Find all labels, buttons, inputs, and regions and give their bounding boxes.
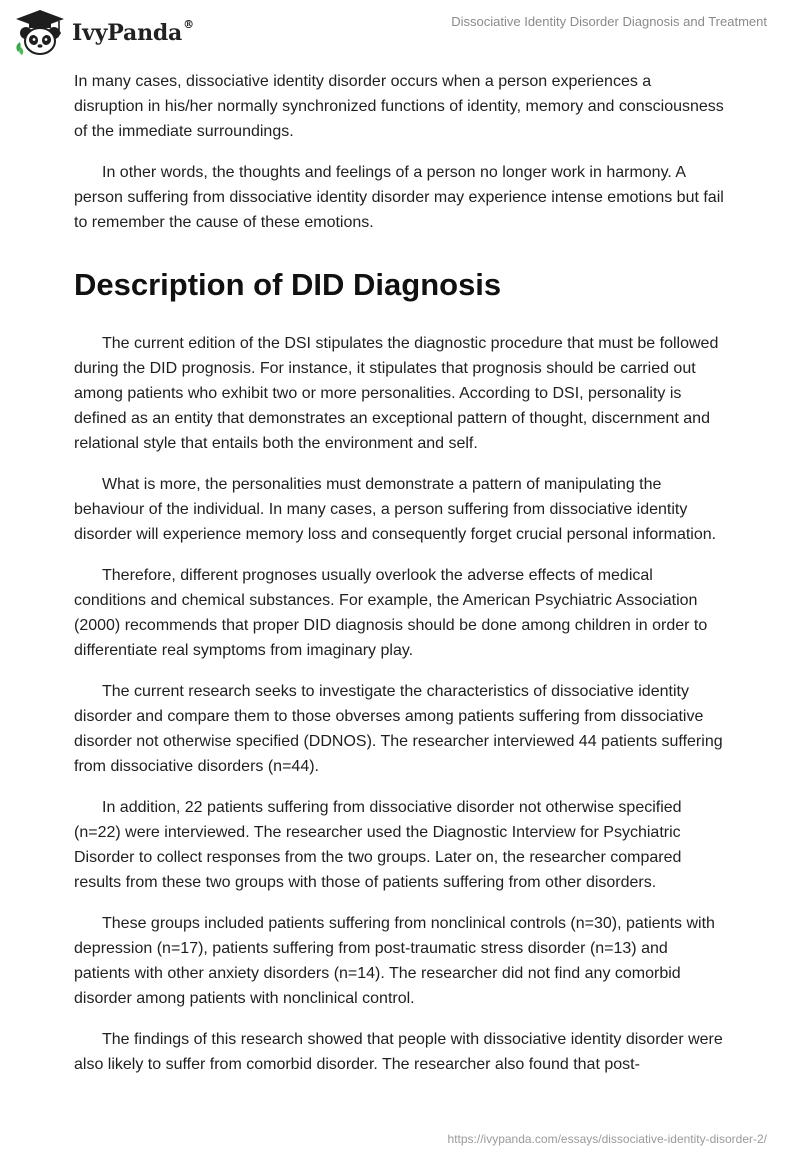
panda-graduate-icon xyxy=(12,8,68,58)
source-url-link[interactable]: https://ivypanda.com/essays/dissociative-identity-disorder-2/ xyxy=(447,1132,767,1146)
paragraph: In other words, the thoughts and feelings of a person no longer work in harmony. A person suffering from dissociative identity disorder may experience intense emotions but fail to remember the cause of these emotions. xyxy=(74,164,724,231)
ivypanda-logo[interactable] xyxy=(12,8,194,58)
paragraph: In many cases, dissociative identity disorder occurs when a person experiences a disruption in his/her normally synchronized functions of identity, memory and consciousness of the immediate surroundings. xyxy=(74,73,724,140)
essay-body xyxy=(74,69,724,1077)
paragraph: These groups included patients suffering from nonclinical controls (n=30), patients with depression (n=17), patients suffering from post-traumatic stress disorder (n=13) and patients with other anxiety disorders (n=14). The researcher did not find any comorbid disorder among patients with nonclinical control. xyxy=(74,915,715,1007)
paragraph: The current edition of the DSI stipulates the diagnostic procedure that must be followed during the DID prognosis. For instance, it stipulates that prognosis should be carried out among patients who exhibit two or more personalities. According to DSI, personality is defined as an entity that demonstrates an exceptional pattern of thought, discernment and relational style that entails both the environment and self. xyxy=(74,335,719,452)
section-heading: Description of DID Diagnosis xyxy=(74,267,502,302)
document-title: Dissociative Identity Disorder Diagnosis and Treatment xyxy=(451,14,767,29)
registered-mark: ® xyxy=(183,18,194,31)
paragraph: What is more, the personalities must demonstrate a pattern of manipulating the behaviour of the individual. In many cases, a person suffering from dissociative identity disorder will experience memory loss and consequently forget crucial personal information. xyxy=(74,476,717,543)
page-header xyxy=(0,0,800,70)
paragraph: The findings of this research showed that people with dissociative identity disorder were also likely to suffer from comorbid disorder. The researcher also found that post- xyxy=(74,1031,723,1073)
logo-name: IvyPanda xyxy=(72,20,183,46)
logo-wordmark xyxy=(72,20,194,46)
paragraph: In addition, 22 patients suffering from dissociative disorder not otherwise specified (n=22) were interviewed. The researcher used the Diagnostic Interview for Psychiatric Disorder to collect responses from the two groups. Later on, the researcher compared results from these two groups with those of patients suffering from other disorders. xyxy=(74,799,682,891)
paragraph: The current research seeks to investigate the characteristics of dissociative identity disorder and compare them to those obverses among patients suffering from dissociative disorder not otherwise specified (DDNOS). The researcher interviewed 44 patients suffering from dissociative disorders (n=44). xyxy=(74,683,723,775)
paragraph: Therefore, different prognoses usually overlook the adverse effects of medical conditions and chemical substances. For example, the American Psychiatric Association (2000) recommends that proper DID diagnosis should be done among children in order to differentiate real symptoms from imaginary play. xyxy=(74,567,708,659)
